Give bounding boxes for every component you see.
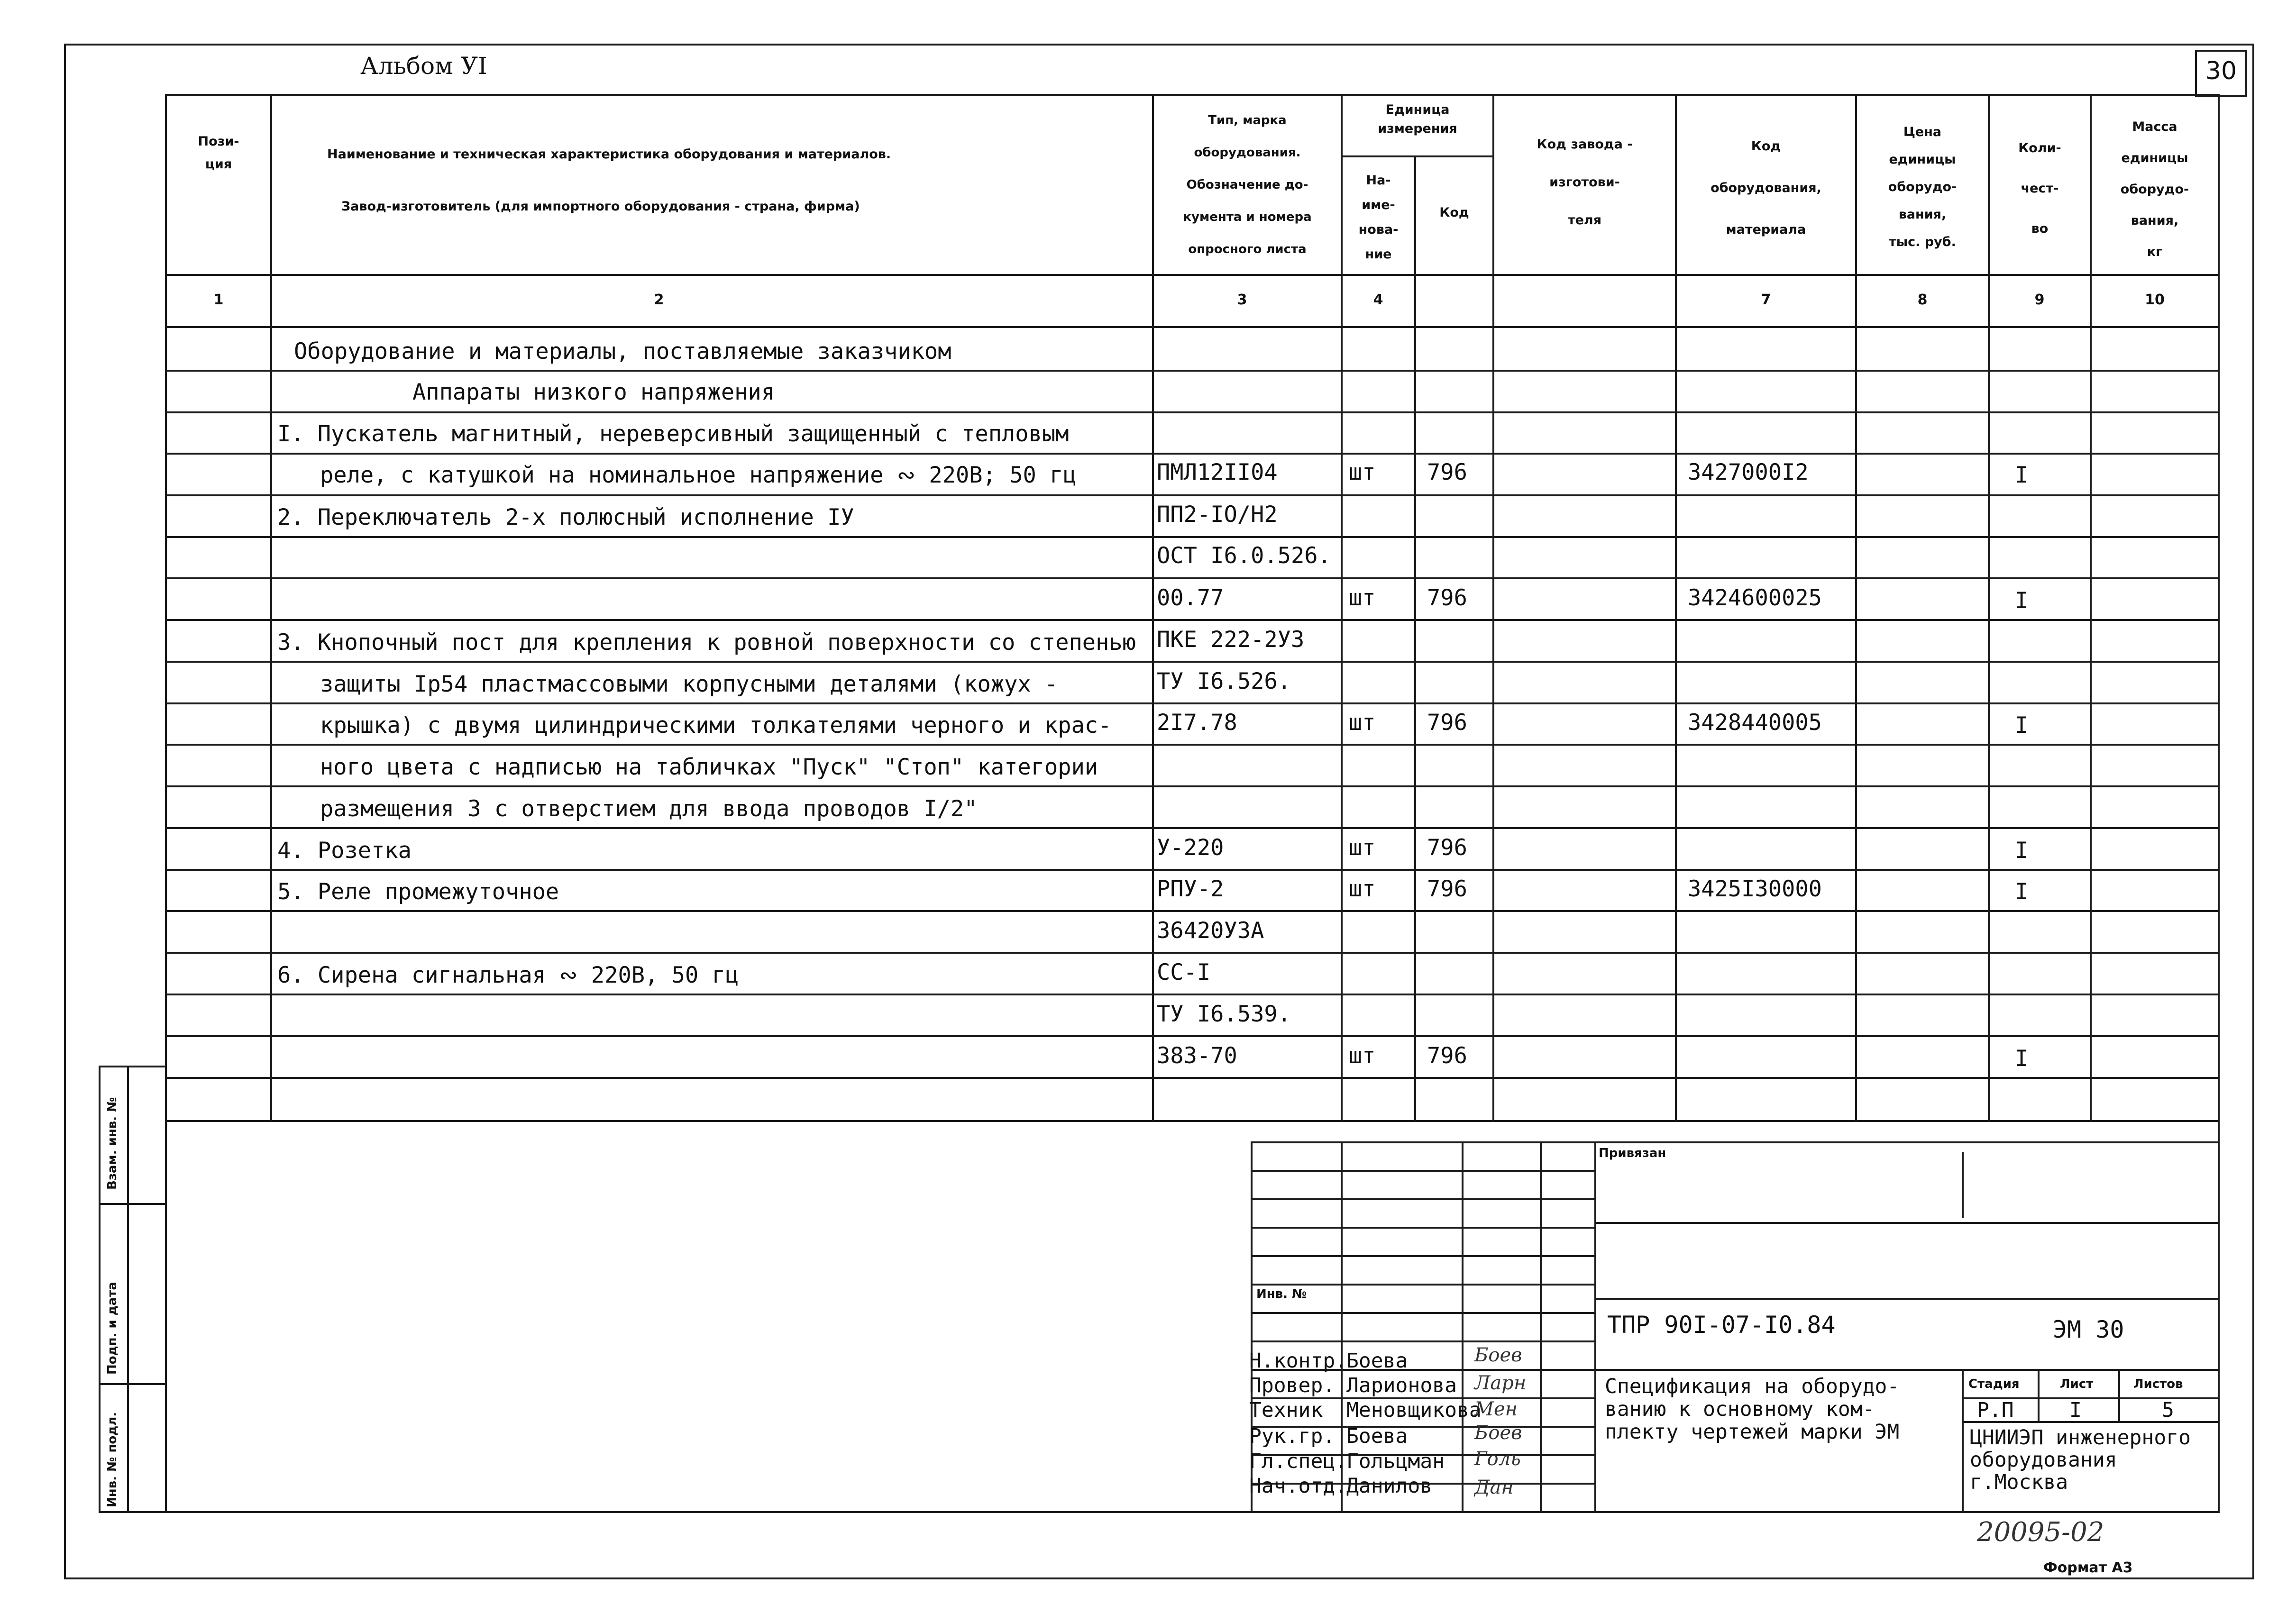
role-3: Рук.гр. <box>1249 1424 1336 1448</box>
sheets-value: 5 <box>2162 1398 2174 1422</box>
signature-1: Ларн <box>1474 1372 1527 1394</box>
col-number-9: 9 <box>2034 292 2045 308</box>
row-4-name: 2. Переключатель 2-х полюсный исполнение IУ <box>277 504 854 530</box>
name-1: Ларионова <box>1346 1374 1457 1397</box>
role-2: Техник <box>1249 1398 1323 1422</box>
header-name-line-1: Наименование и техническая характеристика оборудования и материалов. <box>327 147 891 162</box>
row-17-code: 796 <box>1427 1043 1467 1069</box>
row-13-code: 796 <box>1427 876 1467 902</box>
header-unit-name: На- име- нова- ние <box>1358 173 1399 262</box>
row-12-name: 4. Розетка <box>277 838 412 864</box>
signature-4: Голь <box>1474 1448 1521 1470</box>
row-7-type: ПКЕ 222-2УЗ <box>1157 627 1305 653</box>
archive-number: 20095-02 <box>1977 1517 2104 1548</box>
row-13-qty: I <box>2015 879 2029 905</box>
row-10-name: ного цвета с надписью на табличках "Пуск" "Стоп" категории <box>320 754 1098 780</box>
header-unit-mass: Масса единицы оборудо- вания, кг <box>2120 119 2189 259</box>
stage-label: Стадия <box>1968 1377 2020 1391</box>
privyazan-label: Привязан <box>1599 1146 1666 1160</box>
side-stamp-vzam-inv: Взам. инв. № <box>105 1097 119 1190</box>
header-type: Тип, марка оборудования. Обозначение до- кумента и номера опросного листа <box>1183 113 1312 256</box>
row-9-code: 796 <box>1427 710 1467 736</box>
role-0: Н.контр. <box>1249 1349 1348 1373</box>
row-6-type: 00.77 <box>1157 585 1224 611</box>
header-unit-price: Цена единицы оборудо- вания, тыс. руб. <box>1888 125 1957 249</box>
role-4: Гл.спец. <box>1249 1450 1348 1473</box>
row-12-unit: шт <box>1349 835 1376 861</box>
title-line-2: ванию к основному ком- <box>1605 1397 1875 1421</box>
col-number-3: 3 <box>1237 292 1247 308</box>
row-17-unit: шт <box>1349 1043 1376 1069</box>
signature-0: Боев <box>1474 1344 1522 1366</box>
name-4: Гольцман <box>1346 1450 1445 1473</box>
signature-2: Мен <box>1474 1398 1518 1420</box>
row-3-code: 796 <box>1427 459 1467 485</box>
row-9-name: крышка) с двумя цилиндрическими толкателями черного и крас- <box>320 712 1112 739</box>
signature-3: Боев <box>1474 1422 1522 1444</box>
row-13-type: РПУ-2 <box>1157 876 1224 902</box>
row-6-qty: I <box>2015 588 2029 614</box>
row-5-type: ОСТ I6.0.526. <box>1157 543 1331 569</box>
role-1: Провер. <box>1249 1374 1336 1397</box>
side-stamp-podp-data: Подп. и дата <box>105 1282 119 1375</box>
row-3-unit: шт <box>1349 459 1376 485</box>
row-6-equip: 3424600025 <box>1688 585 1822 611</box>
album-label: Альбом УI <box>360 52 487 80</box>
stage-value: Р.П <box>1977 1398 2014 1422</box>
title-line-3: плекту чертежей марки ЭМ <box>1605 1420 1900 1444</box>
signature-5: Дан <box>1474 1477 1514 1498</box>
row-9-type: 2I7.78 <box>1157 710 1237 736</box>
row-14-type: 36420УЗА <box>1157 918 1264 944</box>
row-15-type: СС-I <box>1157 959 1211 985</box>
header-name-line-2: Завод-изготовитель (для импортного оборудования - страна, фирма) <box>341 199 860 214</box>
row-1-name: Аппараты низкого напряжения <box>412 379 775 405</box>
document-code: ТПР 90I-07-I0.84 <box>1607 1311 1836 1339</box>
row-12-type: У-220 <box>1157 835 1224 861</box>
row-9-unit: шт <box>1349 710 1376 736</box>
sheets-label: Листов <box>2133 1377 2183 1391</box>
document-mark: ЭМ 30 <box>2053 1316 2124 1343</box>
org-line-2: оборудования <box>1970 1448 2117 1472</box>
col-number-4: 4 <box>1373 292 1383 308</box>
row-3-name: реле, с катушкой на номинальное напряжение ∾ 220В; 50 гц <box>320 462 1077 488</box>
row-11-name: размещения 3 с отверстием для ввода проводов I/2" <box>320 796 978 822</box>
sheet-number: 30 <box>2205 57 2237 85</box>
row-12-qty: I <box>2015 838 2029 864</box>
col-number-8: 8 <box>1917 292 1928 308</box>
row-8-type: ТУ I6.526. <box>1157 668 1291 694</box>
row-0-name: Оборудование и материалы, поставляемые заказчиком <box>294 338 951 365</box>
header-position: Пози- ция <box>198 134 239 172</box>
col-number-2: 2 <box>654 292 664 308</box>
inv-no-label: Инв. № <box>1256 1287 1307 1301</box>
row-3-equip: 3427000I2 <box>1688 459 1809 485</box>
name-2: Меновщикова <box>1346 1398 1482 1422</box>
name-0: Боева <box>1346 1349 1408 1373</box>
row-6-code: 796 <box>1427 585 1467 611</box>
row-3-qty: I <box>2015 462 2029 488</box>
row-15-name: 6. Сирена сигнальная ∾ 220В, 50 гц <box>277 962 739 988</box>
row-16-type: ТУ I6.539. <box>1157 1001 1291 1027</box>
col-number-10: 10 <box>2145 292 2165 308</box>
row-13-unit: шт <box>1349 876 1376 902</box>
org-line-1: ЦНИИЭП инженерного <box>1970 1426 2191 1450</box>
row-6-unit: шт <box>1349 585 1376 611</box>
row-9-qty: I <box>2015 712 2029 739</box>
header-equipment-code: Код оборудования, материала <box>1711 139 1821 237</box>
header-unit-code: Код <box>1439 205 1469 220</box>
row-4-type: ПП2-IO/H2 <box>1157 501 1278 528</box>
name-3: Боева <box>1346 1424 1408 1448</box>
col-number-7: 7 <box>1761 292 1771 308</box>
name-5: Данилов <box>1346 1474 1433 1498</box>
title-line-1: Спецификация на оборудо- <box>1605 1375 1900 1398</box>
org-line-3: г.Москва <box>1970 1470 2068 1494</box>
sheet-label: Лист <box>2060 1377 2094 1391</box>
header-unit: Единица измерения <box>1378 102 1457 136</box>
header-quantity: Коли- чест- во <box>2018 141 2061 236</box>
row-2-name: I. Пускатель магнитный, нереверсивный защищенный с тепловым <box>277 421 1069 447</box>
row-3-type: ПМЛ12II04 <box>1157 459 1278 485</box>
row-9-equip: 3428440005 <box>1688 710 1822 736</box>
row-7-name: 3. Кнопочный пост для крепления к ровной поверхности со степенью <box>277 629 1136 656</box>
row-8-name: защиты Iр54 пластмассовыми корпусными деталями (кожух - <box>320 671 1058 697</box>
format-label: Формат А3 <box>2043 1559 2133 1576</box>
side-stamp-inv-podl: Инв. № подл. <box>105 1412 119 1507</box>
row-13-equip: 3425I30000 <box>1688 876 1822 902</box>
row-17-qty: I <box>2015 1046 2029 1072</box>
row-12-code: 796 <box>1427 835 1467 861</box>
header-plant-code: Код завода - изготови- теля <box>1537 137 1633 228</box>
col-number-1: 1 <box>213 292 224 308</box>
sheet-value: I <box>2069 1398 2082 1422</box>
role-5: Нач.отд. <box>1249 1474 1348 1498</box>
row-13-name: 5. Реле промежуточное <box>277 879 559 905</box>
row-17-type: 383-70 <box>1157 1043 1237 1069</box>
